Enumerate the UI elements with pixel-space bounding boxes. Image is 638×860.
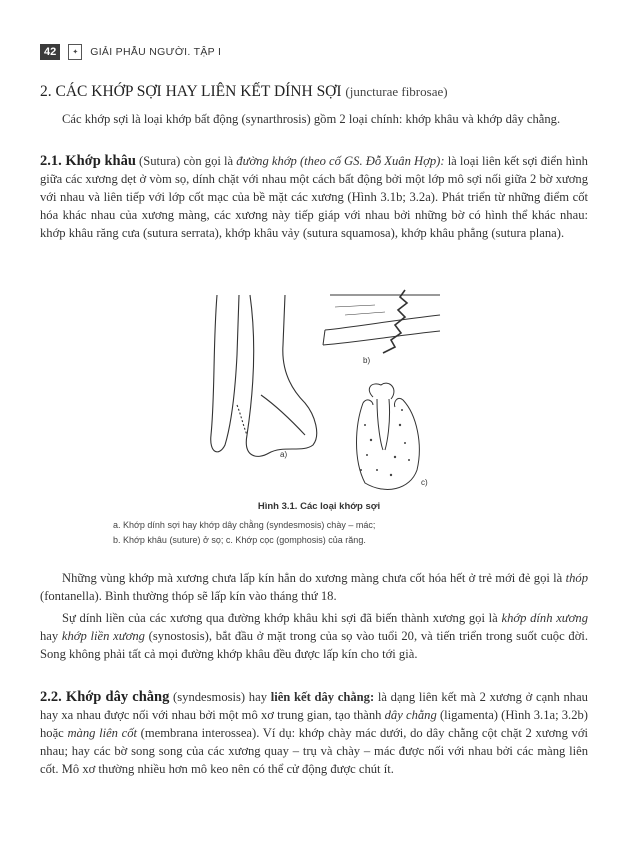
figure-label-b: b) <box>363 356 371 365</box>
subsection-heading-2-2: 2.2. Khớp dây chằng <box>40 689 170 705</box>
section-latin: (juncturae fibrosae) <box>345 84 448 99</box>
text-run: (Sutura) còn gọi là <box>139 154 234 168</box>
emphasis-run: khớp liền xương <box>61 629 145 643</box>
text-run: Sự dính liền của các xương qua đường khớp khâu khi sợi đã biến thành xương gọi là <box>62 611 498 625</box>
suture-paragraph <box>40 152 588 242</box>
text-run: (syndesmosis) hay <box>173 690 267 704</box>
section-heading <box>40 83 586 101</box>
figure-caption-line-2: b. Khớp khâu (suture) ở sọ; c. Khớp cọc (gomphosis) của răng. <box>113 535 366 545</box>
text-run: (fontanella). Bình thường thóp sẽ lấp kín vào tháng thứ 18. <box>40 589 337 603</box>
text-run: (synostosis), bắt đầu ở mặt trong của sọ vào tuổi 20, và tiến triển trong suốt cuộc đời. Song không phải tất cả mọi đường khớp khâu đều được lấp kín cho tới già. <box>40 629 589 661</box>
section-title: 2. CÁC KHỚP SỢI HAY LIÊN KẾT DÍNH SỢI <box>40 83 342 100</box>
synostosis-paragraph <box>40 609 588 663</box>
figure-label-c: c) <box>421 478 428 487</box>
subsection-heading-2-1: 2.1. Khớp khâu <box>40 153 136 169</box>
joint-types-figure <box>195 285 455 495</box>
figure-label-a: a) <box>280 450 288 459</box>
emphasis-run: dây chằng <box>384 708 437 722</box>
fontanelle-paragraph <box>40 569 588 605</box>
tooth-gomphosis-drawing <box>357 383 420 489</box>
emphasis-run: đường khớp (theo cố GS. Đỗ Xuân Hợp): <box>236 154 445 168</box>
bold-run: liên kết dây chằng: <box>270 690 375 704</box>
syndesmosis-paragraph <box>40 688 588 778</box>
emphasis-run: màng liên cốt <box>67 726 137 740</box>
emphasis-run: thóp <box>565 571 588 585</box>
text-run: (membrana interossea). Ví dụ: khớp chày mác dưới, do dây chằng cột chặt 2 xương với nhau; hay các bờ song song của các xương quay – trụ và chày – mác được nối với nhau bởi các màng liên cốt. Mô xơ thường nhiều hơn mô keo nên có thể cử động được chút ít. <box>40 726 588 776</box>
text-run: là loại liên kết sợi điển hình giữa các xương dẹt ở vòm sọ, dính chặt với nhau một cách bất động bởi một lớp mô sợi nối giữa 2 bờ xương với nhau và liên tiếp với lớp cốt mạc của bề mặt các xương (Hình 3.1b; 3.2a). Phát triển từ những điểm cốt hóa khác nhau của xương màng, các xương này tiếp giáp với nhau bởi những bờ có hình thể khác nhau: khớp khâu răng cưa (sutura serrata), khớp khâu vảy (sutura squamosa), khớp khâu phẳng (sutura plana). <box>40 154 588 240</box>
intro-paragraph: Các khớp sợi là loại khớp bất động (synarthrosis) gồm 2 loại chính: khớp khâu và khớp dây chằng. <box>62 112 561 126</box>
text-run: (ligamenta) (Hình 3.1a; 3.2b) hoặc <box>40 708 588 740</box>
running-header <box>40 44 221 60</box>
book-title: GIẢI PHẪU NGƯỜI. TẬP I <box>90 46 222 58</box>
skull-suture-drawing <box>323 290 440 353</box>
figure-caption-line-1: a. Khớp dính sợi hay khớp dây chằng (syndesmosis) chày – mác; <box>113 520 376 530</box>
publisher-logo-icon: ✦ <box>68 44 82 60</box>
emphasis-run: khớp dính xương <box>501 611 588 625</box>
text-run: là dạng liên kết mà 2 xương ở cạnh nhau hay xa nhau được nối với nhau bởi một mô xơ trung gian, tạo thành <box>40 690 588 722</box>
text-run: Những vùng khớp mà xương chưa lấp kín hẳn do xương màng chưa cốt hóa hết ở trẻ mới đẻ gọi là <box>62 571 563 585</box>
figure-caption-title: Hình 3.1. Các loại khớp sợi <box>257 501 381 512</box>
page-number: 42 <box>40 44 60 60</box>
tibiofibular-drawing <box>211 295 317 456</box>
text-run: hay <box>40 629 59 643</box>
